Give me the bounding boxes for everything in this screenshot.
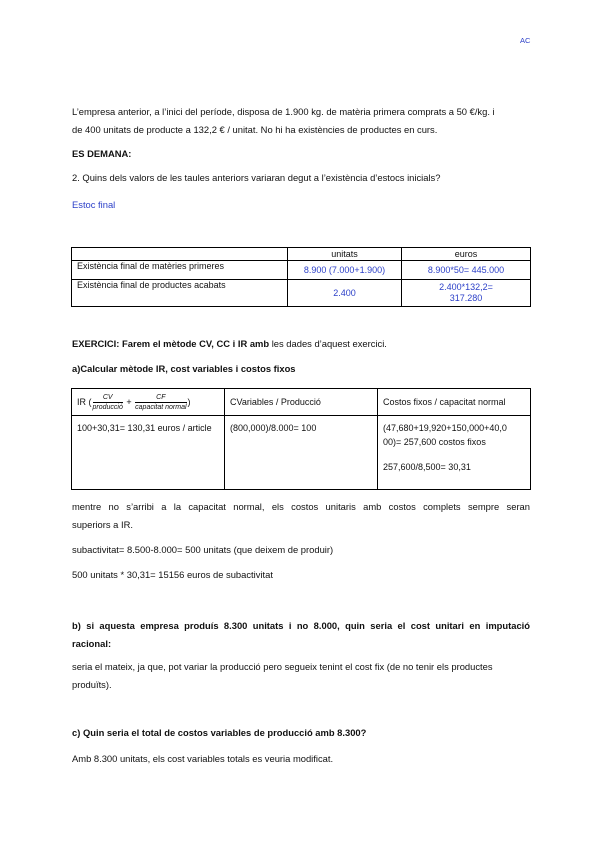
- header-initials: AC: [520, 36, 531, 45]
- part-b-answer-line-1: seria el mateix, ja que, pot variar la producció pero segueix tenint el cost fix (de no tenir els productes: [72, 661, 493, 672]
- fraction-cv-denominator: producció: [92, 403, 123, 411]
- row-unitats: 2.400: [288, 280, 402, 307]
- table-row: [72, 248, 531, 261]
- row-euros-line-2: 317.280: [449, 293, 483, 303]
- row-euros: 8.900*50= 445.000: [402, 261, 531, 280]
- part-b-question-line-2: racional:: [72, 638, 112, 649]
- fraction-cv-numerator: CV: [93, 393, 123, 403]
- cf-value-line-1: (47,680+19,920+150,000+40,0: [383, 423, 507, 433]
- table-header-unitats: unitats: [288, 248, 402, 261]
- cv-header-cell: CVariables / Producció: [225, 389, 378, 416]
- cf-header-cell: Costos fixos / capacitat normal: [378, 389, 531, 416]
- estoc-final-label: Estoc final: [72, 199, 116, 210]
- plus-sign: +: [126, 396, 132, 407]
- part-c-answer: Amb 8.300 unitats, els cost variables totals es veuria modificat.: [72, 753, 334, 764]
- row-euros: [402, 280, 531, 307]
- es-demana-heading: ES DEMANA:: [72, 148, 132, 159]
- row-euros-line-1: 2.400*132,2=: [439, 282, 493, 292]
- part-b-answer: [72, 658, 530, 694]
- ir-method-table: [71, 388, 531, 490]
- note-line-2: superiors a IR.: [72, 519, 133, 530]
- subactivitat-cost-line: 500 unitats * 30,31= 15156 euros de subactivitat: [72, 569, 273, 580]
- part-c-question: c) Quin seria el total de costos variables de producció amb 8.300?: [72, 727, 367, 738]
- row-unitats: 8.900 (7.000+1.900): [288, 261, 402, 280]
- stock-table: [71, 247, 531, 307]
- table-header-euros: euros: [402, 248, 531, 261]
- note-line-1: mentre no s’arribi a la capacitat normal, els costos unitaris amb costos complets sempre seran: [72, 501, 530, 512]
- note-paragraph: [72, 498, 530, 534]
- fraction-cf: [135, 393, 186, 412]
- fraction-cf-denominator: capacitat normal: [135, 403, 187, 411]
- subactivitat-line: subactivitat= 8.500-8.000= 500 unitats (que deixem de produir): [72, 544, 334, 555]
- table-row: [72, 389, 531, 416]
- question-2: 2. Quins dels valors de les taules anteriors variaran degut a l’existència d’estocs inicials?: [72, 172, 441, 183]
- fraction-cf-numerator: CF: [135, 393, 186, 403]
- table-row: [72, 280, 531, 307]
- ir-suffix: ): [187, 396, 191, 407]
- ir-header-cell: [72, 389, 225, 416]
- cf-value-cell: [378, 416, 531, 490]
- exercici-line: [72, 335, 530, 353]
- fraction-cv: [93, 393, 123, 412]
- part-b-question: [72, 617, 530, 653]
- ir-prefix: IR (: [77, 396, 92, 407]
- cf-value-line-3: 257,600/8,500= 30,31: [383, 462, 471, 472]
- table-header-empty: [72, 248, 288, 261]
- part-b-question-line-1: b) si aquesta empresa produís 8.300 unitats i no 8.000, quin seria el cost unitari en imputació: [72, 620, 530, 631]
- intro-line-1: L’empresa anterior, a l’inici del període, disposa de 1.900 kg. de matèria primera comprats a 50 €/kg. i: [72, 106, 495, 117]
- cf-value-line-2: 00)= 257,600 costos fixos: [383, 437, 486, 447]
- exercici-normal: les dades d’aquest exercici.: [269, 338, 387, 349]
- table-row: [72, 416, 531, 490]
- part-a-title: a)Calcular mètode IR, cost variables i costos fixos: [72, 363, 296, 374]
- cv-value-cell: (800,000)/8.000= 100: [225, 416, 378, 490]
- intro-paragraph: [72, 103, 530, 139]
- part-b-answer-line-2: produïts).: [72, 679, 112, 690]
- table-row: [72, 261, 531, 280]
- intro-line-2: de 400 unitats de producte a 132,2 € / unitat. No hi ha existències de productes en curs.: [72, 124, 438, 135]
- exercici-bold: EXERCICI: Farem el mètode CV, CC i IR amb: [72, 338, 270, 349]
- row-label: Existència final de productes acabats: [72, 280, 288, 307]
- row-label: Existència final de matèries primeres: [72, 261, 288, 280]
- ir-value-cell: 100+30,31= 130,31 euros / article: [72, 416, 225, 490]
